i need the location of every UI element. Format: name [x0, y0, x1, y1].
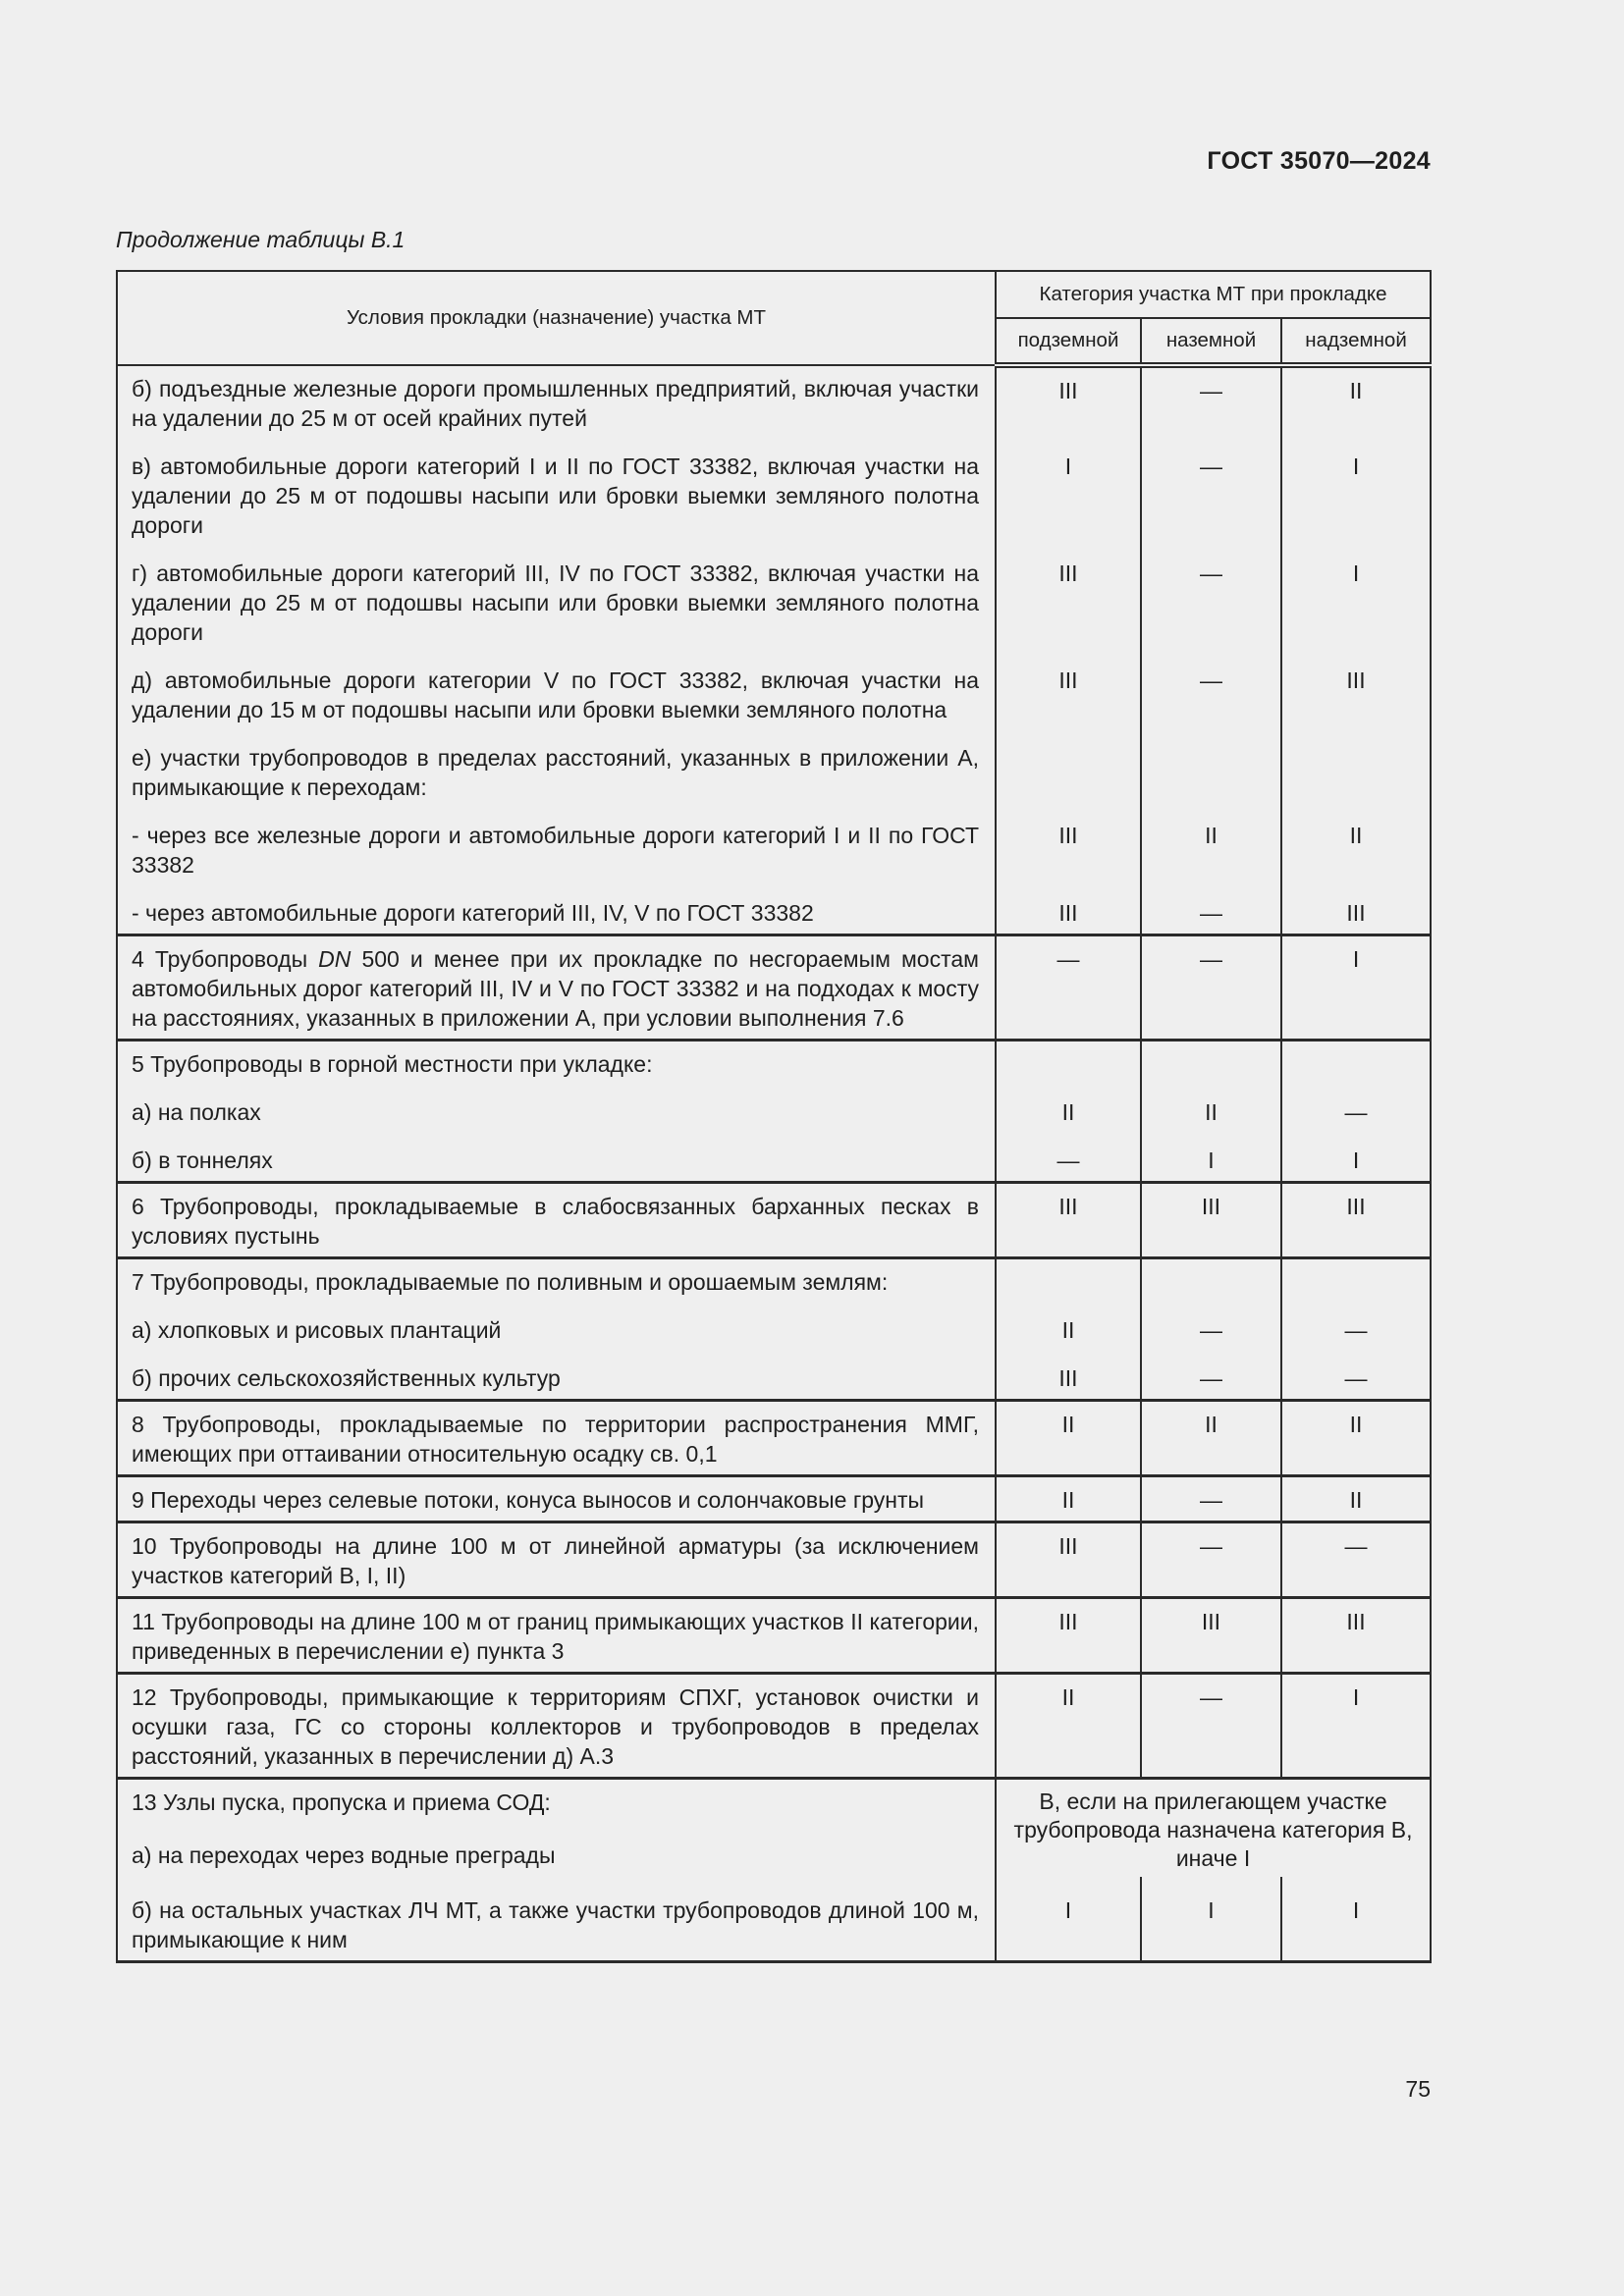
- row-text: б) подъездные железные дороги промышленных предприятий, включая участки на удалении до 25 м от осей крайних путей: [117, 365, 996, 433]
- table-row: [117, 1779, 1431, 1823]
- cell-ground: —: [1141, 365, 1281, 433]
- row-text: 5 Трубопроводы в горной местности при укладке:: [117, 1041, 996, 1080]
- cell-aboveground: I: [1281, 935, 1431, 1041]
- row-text: б) в тоннелях: [117, 1127, 996, 1183]
- table-row: [117, 724, 1431, 802]
- row-text: д) автомобильные дороги категории V по ГОСТ 33382, включая участки на удалении до 15 м от подошвы насыпи или бровки выемки земляного полотна: [117, 647, 996, 724]
- row-text: [117, 935, 996, 1041]
- cell-aboveground: III: [1281, 647, 1431, 724]
- cell-ground: [1141, 724, 1281, 802]
- row-text: е) участки трубопроводов в пределах расстояний, указанных в приложении А, примыкающие к переходам:: [117, 724, 996, 802]
- page-number: 75: [1405, 2076, 1431, 2102]
- cell-underground: III: [996, 1345, 1141, 1401]
- cell-underground: II: [996, 1079, 1141, 1127]
- cell-underground: III: [996, 365, 1141, 433]
- cell-underground: II: [996, 1297, 1141, 1345]
- table-caption: Продолжение таблицы В.1: [116, 227, 406, 252]
- cell-aboveground: II: [1281, 1401, 1431, 1476]
- table-row: [117, 1297, 1431, 1345]
- cell-aboveground: II: [1281, 365, 1431, 433]
- cell-underground: II: [996, 1476, 1141, 1522]
- cell-aboveground: I: [1281, 1674, 1431, 1779]
- merged-category-cell: В, если на прилегающем участке трубопровода назначена категория В, иначе I: [996, 1779, 1431, 1878]
- cell-aboveground: II: [1281, 1476, 1431, 1522]
- cell-ground: —: [1141, 880, 1281, 935]
- header-conditions: Условия прокладки (назначение) участка МТ: [117, 271, 996, 365]
- row-text: 8 Трубопроводы, прокладываемые по территории распространения ММГ, имеющих при оттаивании относительную осадку св. 0,1: [117, 1401, 996, 1476]
- row-text: а) хлопковых и рисовых плантаций: [117, 1297, 996, 1345]
- cell-underground: III: [996, 1522, 1141, 1598]
- cell-aboveground: [1281, 724, 1431, 802]
- row-text-part: 500 и менее при их прокладке по несгораемым мостам автомобильных дорог категорий III, IV и V по ГОСТ 33382 и на подходах к мосту на расстояниях, указанных в приложении А, при условии выполнения 7.6: [132, 946, 979, 1031]
- cell-underground: —: [996, 935, 1141, 1041]
- row-text: б) на остальных участках ЛЧ МТ, а также участки трубопроводов длиной 100 м, примыкающие к ним: [117, 1877, 996, 1962]
- cell-aboveground: [1281, 1258, 1431, 1298]
- cell-ground: —: [1141, 1476, 1281, 1522]
- table-row: [117, 1127, 1431, 1183]
- row-text: - через автомобильные дороги категорий III, IV, V по ГОСТ 33382: [117, 880, 996, 935]
- category-table: [116, 270, 1432, 1963]
- row-text: 9 Переходы через селевые потоки, конуса выносов и солончаковые грунты: [117, 1476, 996, 1522]
- cell-underground: II: [996, 1674, 1141, 1779]
- row-text: 12 Трубопроводы, примыкающие к территориям СПХГ, установок очистки и осушки газа, ГС со стороны коллекторов и трубопроводов в пределах расстояний, указанных в перечислении д) А.3: [117, 1674, 996, 1779]
- table-row: [117, 365, 1431, 433]
- cell-ground: —: [1141, 647, 1281, 724]
- row-text: в) автомобильные дороги категорий I и II по ГОСТ 33382, включая участки на удалении до 25 м от подошвы насыпи или бровки выемки земляного полотна дороги: [117, 433, 996, 540]
- cell-ground: —: [1141, 433, 1281, 540]
- cell-ground: II: [1141, 1079, 1281, 1127]
- cell-ground: II: [1141, 802, 1281, 880]
- row-text: 7 Трубопроводы, прокладываемые по поливным и орошаемым землям:: [117, 1258, 996, 1298]
- cell-aboveground: —: [1281, 1079, 1431, 1127]
- table-row: [117, 1476, 1431, 1522]
- cell-underground: I: [996, 433, 1141, 540]
- table-row: [117, 802, 1431, 880]
- row-text: 11 Трубопроводы на длине 100 м от границ примыкающих участков II категории, приведенных в перечислении е) пункта 3: [117, 1598, 996, 1674]
- cell-underground: III: [996, 540, 1141, 647]
- table-row: [117, 647, 1431, 724]
- row-text: г) автомобильные дороги категорий III, IV по ГОСТ 33382, включая участки на удалении до 25 м от подошвы насыпи или бровки выемки земляного полотна дороги: [117, 540, 996, 647]
- cell-aboveground: [1281, 1041, 1431, 1080]
- table-row: [117, 1258, 1431, 1298]
- row-text-part: 4 Трубопроводы: [132, 946, 319, 972]
- table-row: [117, 1401, 1431, 1476]
- cell-aboveground: III: [1281, 1183, 1431, 1258]
- cell-aboveground: I: [1281, 1127, 1431, 1183]
- table-row: [117, 1345, 1431, 1401]
- table-row: [117, 433, 1431, 540]
- table-row: [117, 1522, 1431, 1598]
- cell-ground: —: [1141, 540, 1281, 647]
- row-text: - через все железные дороги и автомобильные дороги категорий I и II по ГОСТ 33382: [117, 802, 996, 880]
- table-row: [117, 1598, 1431, 1674]
- cell-underground: [996, 724, 1141, 802]
- cell-aboveground: I: [1281, 433, 1431, 540]
- cell-underground: III: [996, 647, 1141, 724]
- header-aboveground: надземной: [1281, 318, 1431, 365]
- header-underground: подземной: [996, 318, 1141, 365]
- cell-aboveground: III: [1281, 1598, 1431, 1674]
- row-text: а) на полках: [117, 1079, 996, 1127]
- cell-underground: [996, 1041, 1141, 1080]
- cell-aboveground: —: [1281, 1345, 1431, 1401]
- table-row: [117, 1183, 1431, 1258]
- cell-underground: III: [996, 1598, 1141, 1674]
- cell-underground: —: [996, 1127, 1141, 1183]
- cell-underground: III: [996, 880, 1141, 935]
- table-row: [117, 1079, 1431, 1127]
- table-row: [117, 880, 1431, 935]
- cell-underground: III: [996, 802, 1141, 880]
- cell-ground: —: [1141, 1345, 1281, 1401]
- cell-aboveground: —: [1281, 1297, 1431, 1345]
- cell-ground: —: [1141, 1297, 1281, 1345]
- document-code: ГОСТ 35070—2024: [1207, 147, 1431, 175]
- table-row: [117, 1877, 1431, 1962]
- row-text-dn: DN: [318, 946, 352, 972]
- row-text: 10 Трубопроводы на длине 100 м от линейной арматуры (за исключением участков категорий В, I, II): [117, 1522, 996, 1598]
- cell-underground: I: [996, 1877, 1141, 1962]
- table-row: [117, 1041, 1431, 1080]
- cell-ground: —: [1141, 1674, 1281, 1779]
- cell-aboveground: —: [1281, 1522, 1431, 1598]
- cell-underground: III: [996, 1183, 1141, 1258]
- cell-ground: III: [1141, 1598, 1281, 1674]
- cell-aboveground: III: [1281, 880, 1431, 935]
- cell-ground: —: [1141, 1522, 1281, 1598]
- cell-aboveground: II: [1281, 802, 1431, 880]
- cell-aboveground: I: [1281, 540, 1431, 647]
- header-ground: наземной: [1141, 318, 1281, 365]
- row-text: а) на переходах через водные преграды: [117, 1822, 996, 1877]
- cell-ground: —: [1141, 935, 1281, 1041]
- row-text: 13 Узлы пуска, пропуска и приема СОД:: [117, 1779, 996, 1823]
- cell-aboveground: I: [1281, 1877, 1431, 1962]
- row-text: б) прочих сельскохозяйственных культур: [117, 1345, 996, 1401]
- cell-underground: [996, 1258, 1141, 1298]
- cell-ground: [1141, 1041, 1281, 1080]
- cell-underground: II: [996, 1401, 1141, 1476]
- table-row: [117, 935, 1431, 1041]
- table-row: [117, 540, 1431, 647]
- table-row: [117, 1674, 1431, 1779]
- row-text: 6 Трубопроводы, прокладываемые в слабосвязанных барханных песках в условиях пустынь: [117, 1183, 996, 1258]
- cell-ground: I: [1141, 1877, 1281, 1962]
- header-category: Категория участка МТ при прокладке: [996, 271, 1431, 318]
- cell-ground: [1141, 1258, 1281, 1298]
- cell-ground: II: [1141, 1401, 1281, 1476]
- cell-ground: III: [1141, 1183, 1281, 1258]
- cell-ground: I: [1141, 1127, 1281, 1183]
